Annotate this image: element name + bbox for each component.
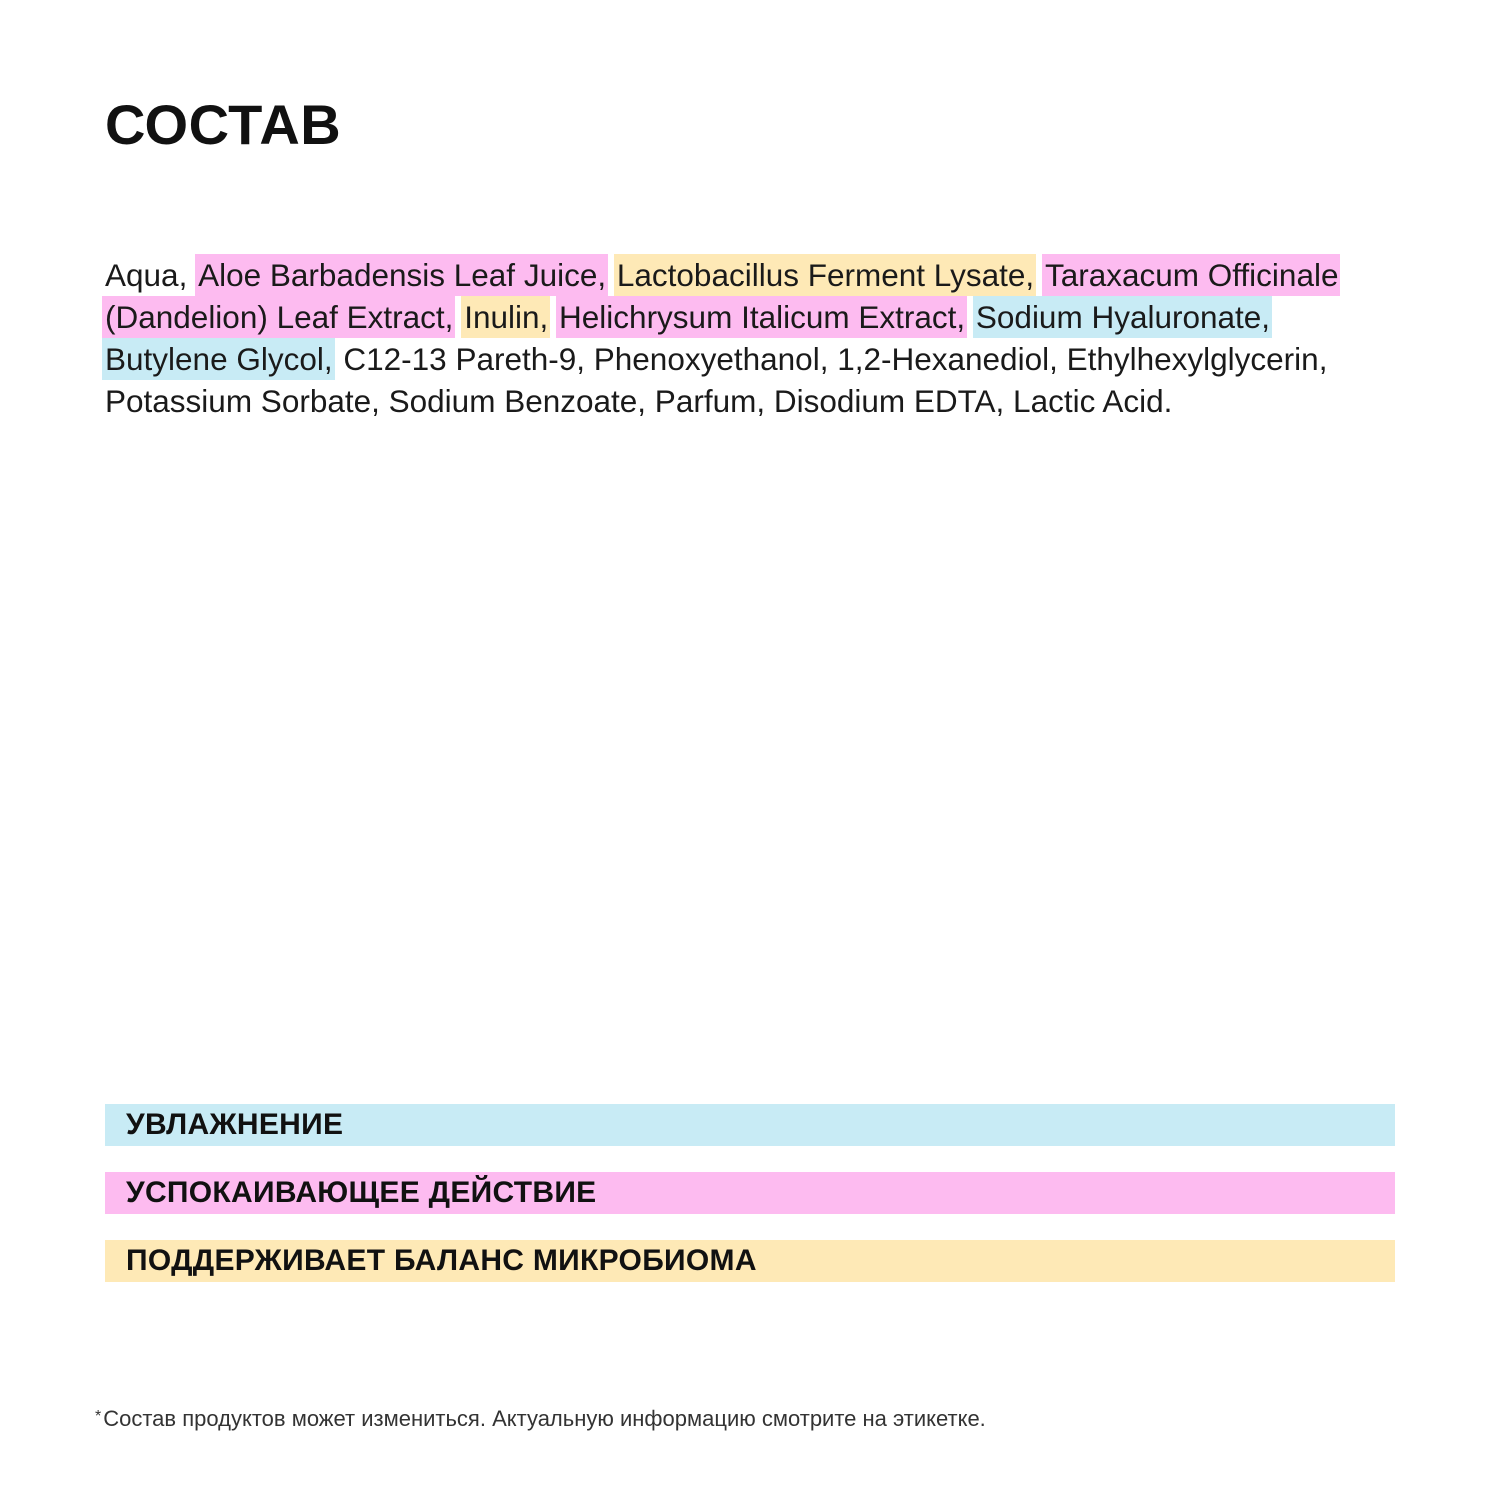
legend-item-microbiome (105, 1240, 1395, 1282)
ingredient-highlight-soothing: Aloe Barbadensis Leaf Juice, (195, 254, 608, 296)
legend-item-soothing (105, 1172, 1395, 1214)
footnote (95, 1404, 986, 1434)
ingredient: C12-13 Pareth-9, Phenoxyethanol, 1,2-Hexanediol, Ethylhexylglycerin, Potassium Sorbate, Sodium Benzoate, Parfum, Disodium EDTA, Lactic Acid. (105, 341, 1328, 419)
ingredient-highlight-soothing: Taraxacum Officinale (Dandelion) Leaf Extract, (102, 254, 1340, 338)
page-title: СОСТАВ (105, 93, 342, 156)
footnote-marker: * (95, 1408, 102, 1425)
legend-label: УВЛАЖНЕНИЕ (126, 1108, 344, 1141)
ingredient-highlight-soothing: Helichrysum Italicum Extract, (556, 296, 967, 338)
legend-label: ПОДДЕРЖИВАЕТ БАЛАНС МИКРОБИОМА (126, 1244, 757, 1277)
legend (105, 1104, 1395, 1308)
ingredient: Aqua, (105, 257, 188, 293)
footnote-text: Состав продуктов может измениться. Актуальную информацию смотрите на этикетке. (103, 1406, 986, 1431)
legend-label: УСПОКАИВАЮЩЕЕ ДЕЙСТВИЕ (126, 1176, 597, 1209)
legend-item-moisturizing (105, 1104, 1395, 1146)
ingredients-list (105, 254, 1380, 422)
ingredient-highlight-microbiome: Inulin, (461, 296, 550, 338)
ingredient-highlight-microbiome: Lactobacillus Ferment Lysate, (614, 254, 1036, 296)
ingredient-highlight-moisturizing: Sodium Hyaluronate, Butylene Glycol, (102, 296, 1272, 380)
